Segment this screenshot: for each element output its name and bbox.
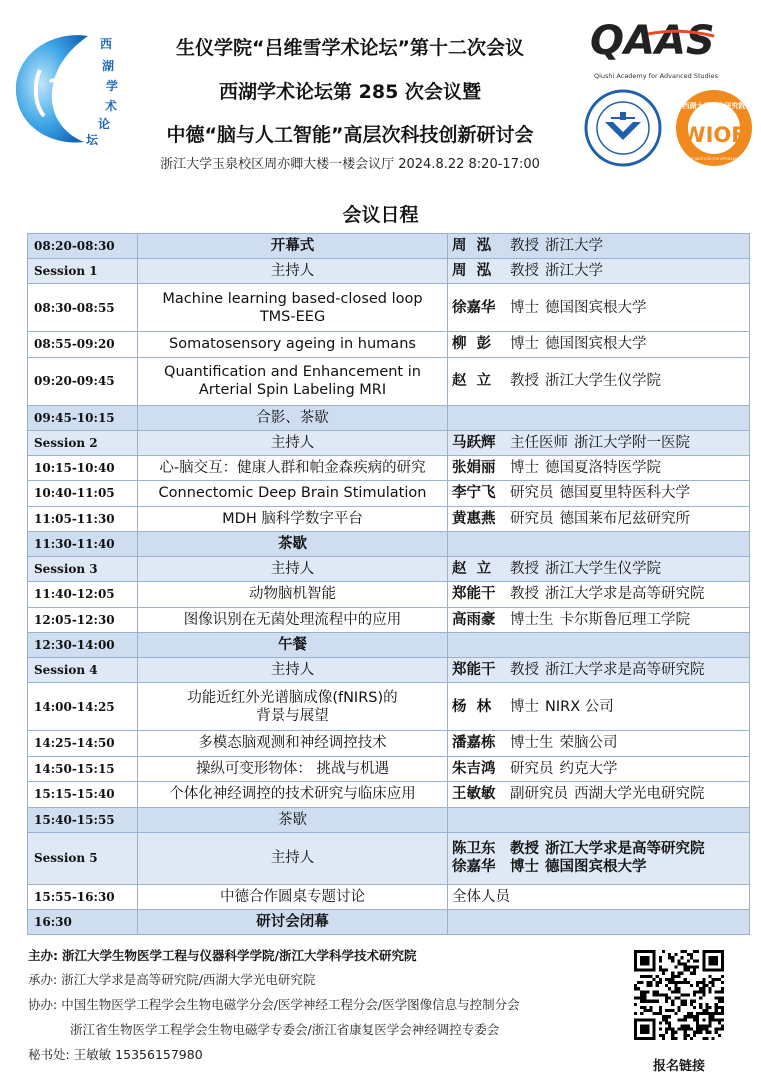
speaker-org: 德国图宾根大学 <box>545 299 647 316</box>
schedule-row <box>28 557 750 582</box>
topic-line: MDH 脑科学数字平台 <box>222 510 363 527</box>
topic-line: 中德合作圆桌专题讨论 <box>220 888 365 905</box>
row-topic <box>138 284 448 332</box>
logo-char-4: 术 <box>105 99 118 113</box>
row-time: 08:55-09:20 <box>28 332 138 358</box>
speaker-title: 博士 <box>510 459 539 476</box>
speaker-line <box>452 734 749 752</box>
topic-line: 图像识别在无菌处理流程中的应用 <box>183 611 402 628</box>
speaker-title: 博士 <box>510 336 539 353</box>
west-lake-forum-logo <box>10 30 122 150</box>
speaker-org: 德国图宾根大学 <box>545 859 647 875</box>
schedule-row <box>28 582 750 608</box>
speaker-name: 赵 立 <box>452 561 492 577</box>
speaker-line <box>452 698 749 716</box>
speaker-title: 教授 <box>510 263 539 279</box>
speaker-title: 副研究员 <box>510 786 568 803</box>
topic-line: 茶歇 <box>278 811 307 828</box>
row-time: Session 3 <box>28 557 138 582</box>
schedule-row <box>28 633 750 658</box>
row-speaker <box>448 884 750 910</box>
speaker-name: 张娟丽 <box>452 459 496 476</box>
speaker-org: 德国莱布尼兹研究所 <box>559 510 690 527</box>
speaker-name: 周 泓 <box>452 263 492 279</box>
logo-char-3: 学 <box>106 79 119 93</box>
topic-line: 主持人 <box>270 434 315 451</box>
row-topic <box>138 731 448 757</box>
speaker-name: 陈卫东 <box>452 841 496 857</box>
speaker-title: 博士 <box>510 299 539 316</box>
topic-line: 主持人 <box>270 561 315 577</box>
speaker-org: 浙江大学求是高等研究院 <box>545 841 705 857</box>
schedule-row <box>28 884 750 910</box>
footer-host <box>28 946 417 964</box>
row-time: Session 4 <box>28 658 138 683</box>
row-time: 14:50-15:15 <box>28 756 138 782</box>
speaker-line <box>452 785 749 803</box>
row-time: 12:05-12:30 <box>28 607 138 633</box>
speaker-line <box>452 459 749 477</box>
topic-line: 研讨会闭幕 <box>256 914 329 930</box>
topic-line: 心-脑交互：健康人群和帕金森疾病的研究 <box>159 459 426 476</box>
topic-line: 开幕式 <box>270 238 315 254</box>
row-time: 14:25-14:50 <box>28 731 138 757</box>
row-topic <box>138 357 448 405</box>
title-line-3: 中德“脑与人工智能”高层次科技创新研讨会 <box>166 124 534 146</box>
speaker-line <box>452 237 749 255</box>
speaker-name: 高雨豪 <box>452 611 496 628</box>
speaker-title: 教授 <box>510 662 539 678</box>
row-topic <box>138 405 448 430</box>
secretary-label: 秘书处: <box>28 1047 70 1062</box>
footer-secretary <box>28 1045 203 1063</box>
speaker-name: 马跃辉 <box>452 434 496 451</box>
schedule-row <box>28 332 750 358</box>
row-speaker <box>448 481 750 507</box>
topic-line: TMS-EEG <box>259 308 326 325</box>
speaker-title: 研究员 <box>510 510 554 527</box>
speaker-org: 德国夏里特医科大学 <box>559 485 690 502</box>
speaker-line <box>452 299 749 317</box>
row-time: 10:40-11:05 <box>28 481 138 507</box>
qaas-logo-mark <box>588 12 718 68</box>
row-speaker <box>448 405 750 430</box>
speaker-name: 徐嘉华 <box>452 299 496 316</box>
row-speaker <box>448 259 750 284</box>
speaker-name: 黄惠燕 <box>452 510 496 527</box>
organizer-text: 浙江大学求是高等研究院/西湖大学光电研究院 <box>61 972 316 987</box>
topic-line: 背景与展望 <box>256 707 329 724</box>
speaker-line <box>452 585 749 603</box>
speaker-name: 郑能干 <box>452 586 496 603</box>
row-speaker <box>448 756 750 782</box>
logo-char-1: 西 <box>100 37 113 51</box>
row-speaker <box>448 455 750 481</box>
topic-line: 多模态脑观测和神经调控技术 <box>198 735 387 752</box>
co-text-2: 浙江省生物医学工程学会生物电磁学专委会/浙江省康复医学会神经调控专委会 <box>70 1022 500 1037</box>
logo-char-6: 坛 <box>86 133 99 147</box>
row-speaker <box>448 731 750 757</box>
speaker-name: 王敏敏 <box>452 786 496 803</box>
topic-line: 合影、茶歇 <box>256 409 329 426</box>
row-topic <box>138 884 448 910</box>
speaker-line <box>452 858 749 876</box>
schedule-row <box>28 430 750 455</box>
wioe-wordmark: WIOE <box>682 123 746 147</box>
row-topic <box>138 430 448 455</box>
speaker-title: 研究员 <box>510 760 554 777</box>
speaker-line <box>452 840 749 858</box>
schedule-row <box>28 357 750 405</box>
row-topic <box>138 683 448 731</box>
row-speaker <box>448 506 750 532</box>
speaker-title: 教授 <box>510 586 539 603</box>
venue-datetime: 浙江大学玉泉校区周亦卿大楼一楼会议厅 2024.8.22 8:20-17:00 <box>160 157 540 172</box>
speaker-line <box>452 760 749 778</box>
footer-co-organizer <box>28 995 520 1013</box>
topic-line: 主持人 <box>270 263 315 279</box>
speaker-org: 德国夏洛特医学院 <box>545 459 661 476</box>
speaker-org: 西湖大学光电研究院 <box>574 786 705 803</box>
topic-line: 茶歇 <box>278 536 307 552</box>
row-speaker <box>448 683 750 731</box>
institute-seal-logo <box>583 88 663 168</box>
topic-line: Connectomic Deep Brain Stimulation <box>158 485 427 502</box>
speaker-name: 赵 立 <box>452 373 492 389</box>
schedule-row <box>28 756 750 782</box>
wioe-logo-mark <box>672 88 756 172</box>
row-time: 12:30-14:00 <box>28 633 138 658</box>
speaker-line <box>452 510 749 528</box>
schedule-row <box>28 506 750 532</box>
qaas-wordmark: QAAS <box>590 18 715 64</box>
speaker-title: 博士 <box>510 859 539 875</box>
row-topic <box>138 259 448 284</box>
schedule-row <box>28 832 750 884</box>
speaker-title: 教授 <box>510 373 539 389</box>
title-line-1: 生仪学院“吕维雪学术论坛”第十二次会议 <box>176 37 524 59</box>
row-speaker <box>448 557 750 582</box>
row-speaker <box>448 532 750 557</box>
row-time: 11:40-12:05 <box>28 582 138 608</box>
row-time: 09:20-09:45 <box>28 357 138 405</box>
speaker-name: 朱吉鸿 <box>452 760 496 777</box>
speaker-org: 浙江大学求是高等研究院 <box>545 662 705 678</box>
schedule-row <box>28 658 750 683</box>
schedule-row <box>28 455 750 481</box>
schedule-row <box>28 683 750 731</box>
speaker-name: 郑能干 <box>452 662 496 678</box>
schedule-row <box>28 532 750 557</box>
topic-line: Quantification and Enhancement in <box>164 364 421 380</box>
speaker-name: 周 泓 <box>452 238 492 254</box>
row-speaker <box>448 607 750 633</box>
row-time: 14:00-14:25 <box>28 683 138 731</box>
logo-char-5: 论 <box>98 117 111 131</box>
row-time: 15:55-16:30 <box>28 884 138 910</box>
row-time: 09:45-10:15 <box>28 405 138 430</box>
speaker-org: 卡尔斯鲁厄理工学院 <box>559 611 690 628</box>
speaker-title: 博士生 <box>510 735 554 752</box>
speaker-line <box>452 661 749 679</box>
row-speaker <box>448 807 750 832</box>
footer-organizer <box>28 970 315 988</box>
speaker-line <box>452 484 749 502</box>
topic-line: 主持人 <box>270 662 315 678</box>
speaker-name: 潘嘉栋 <box>452 735 496 752</box>
footer-co-organizer-2 <box>70 1020 499 1038</box>
speaker-name: 徐嘉华 <box>452 859 496 875</box>
schedule-row <box>28 782 750 808</box>
topic-line: 个体化神经调控的技术研究与临床应用 <box>169 786 416 803</box>
row-speaker <box>448 658 750 683</box>
speaker-org: 浙江大学生仪学院 <box>545 373 661 389</box>
row-topic <box>138 832 448 884</box>
row-speaker <box>448 430 750 455</box>
row-topic <box>138 506 448 532</box>
speaker-name: 柳 彭 <box>452 336 492 353</box>
title-line-2: 西湖学术论坛第 285 次会议暨 <box>219 81 481 103</box>
wioe-logo <box>672 88 756 172</box>
row-speaker <box>448 332 750 358</box>
speaker-line <box>452 888 749 906</box>
organizer-label: 承办: <box>28 972 58 987</box>
speaker-org: 德国图宾根大学 <box>545 336 647 353</box>
row-time: 11:30-11:40 <box>28 532 138 557</box>
row-speaker <box>448 832 750 884</box>
schedule-row <box>28 807 750 832</box>
row-time: 08:20-08:30 <box>28 234 138 259</box>
registration-qr-code[interactable] <box>634 950 724 1040</box>
wioe-sub-text: WESTLAKE INSTITUTE FOR OPTOELECTRONICS <box>676 157 752 161</box>
row-speaker <box>448 234 750 259</box>
secretary-text: 王敏敏 15356157980 <box>73 1047 203 1062</box>
agenda-title: 会议日程 <box>342 204 419 226</box>
speaker-org: NIRX 公司 <box>545 698 614 715</box>
speaker-org: 约克大学 <box>559 760 618 777</box>
row-topic <box>138 532 448 557</box>
row-topic <box>138 455 448 481</box>
topic-line: 动物脑机智能 <box>249 586 336 603</box>
speaker-name: 杨 林 <box>452 698 492 715</box>
speaker-title: 教授 <box>510 561 539 577</box>
row-time: 15:40-15:55 <box>28 807 138 832</box>
speaker-line <box>452 611 749 629</box>
speaker-line <box>452 434 749 452</box>
topic-line: 功能近红外光谱脑成像(fNIRS)的 <box>187 689 398 706</box>
speaker-org: 浙江大学求是高等研究院 <box>545 586 705 603</box>
row-speaker <box>448 284 750 332</box>
row-speaker <box>448 357 750 405</box>
schedule-row <box>28 731 750 757</box>
host-text: 浙江大学生物医学工程与仪器科学学院/浙江大学科学技术研究院 <box>61 948 417 963</box>
row-topic <box>138 481 448 507</box>
schedule-row <box>28 259 750 284</box>
row-topic <box>138 910 448 935</box>
speaker-org: 浙江大学 <box>545 263 603 279</box>
wioe-top-text: 西湖大学光电研究院 <box>682 102 746 110</box>
row-topic <box>138 782 448 808</box>
row-topic <box>138 582 448 608</box>
topic-line: Machine learning based-closed loop <box>162 290 423 307</box>
speaker-org: 浙江大学附一医院 <box>574 434 690 451</box>
row-topic <box>138 633 448 658</box>
co-text-1: 中国生物医学工程学会生物电磁学分会/医学神经工程分会/医学图像信息与控制分会 <box>61 997 520 1012</box>
topic-line: 主持人 <box>270 850 315 866</box>
qaas-logo <box>588 12 718 80</box>
speaker-org: 浙江大学生仪学院 <box>545 561 661 577</box>
row-speaker <box>448 582 750 608</box>
topic-line: Somatosensory ageing in humans <box>169 336 416 353</box>
speaker-line <box>452 372 749 390</box>
row-time: 16:30 <box>28 910 138 935</box>
topic-line: 午餐 <box>278 637 307 653</box>
speaker-title: 博士 <box>510 698 539 715</box>
row-time: 08:30-08:55 <box>28 284 138 332</box>
row-time: Session 2 <box>28 430 138 455</box>
speaker-title: 教授 <box>510 841 539 857</box>
host-label: 主办: <box>28 948 58 963</box>
speaker-org: 全体人员 <box>452 888 510 905</box>
row-speaker <box>448 633 750 658</box>
row-time: 15:15-15:40 <box>28 782 138 808</box>
speaker-line <box>452 262 749 280</box>
speaker-title: 博士生 <box>510 611 554 628</box>
logo-char-2: 湖 <box>102 59 115 73</box>
schedule-row <box>28 284 750 332</box>
schedule-row <box>28 607 750 633</box>
schedule-row <box>28 910 750 935</box>
schedule-row <box>28 405 750 430</box>
speaker-title: 主任医师 <box>510 434 568 451</box>
row-topic <box>138 332 448 358</box>
row-time: 10:15-10:40 <box>28 455 138 481</box>
row-topic <box>138 756 448 782</box>
speaker-title: 研究员 <box>510 485 554 502</box>
schedule-row <box>28 481 750 507</box>
speaker-title: 教授 <box>510 238 539 254</box>
row-time: 11:05-11:30 <box>28 506 138 532</box>
qr-label: 报名链接 <box>652 1059 705 1074</box>
row-topic <box>138 557 448 582</box>
speaker-line <box>452 560 749 578</box>
row-speaker <box>448 782 750 808</box>
row-time: Session 5 <box>28 832 138 884</box>
row-topic <box>138 234 448 259</box>
row-topic <box>138 607 448 633</box>
qaas-subtitle: Qiushi Academy for Advanced Studies <box>594 72 718 80</box>
schedule-table <box>27 233 750 935</box>
row-topic <box>138 807 448 832</box>
co-label: 协办: <box>28 997 58 1012</box>
speaker-org: 荣脑公司 <box>559 735 618 752</box>
row-topic <box>138 658 448 683</box>
schedule-row <box>28 234 750 259</box>
speaker-org: 浙江大学 <box>545 238 603 254</box>
topic-line: Arterial Spin Labeling MRI <box>198 382 387 398</box>
row-speaker <box>448 910 750 935</box>
row-time: Session 1 <box>28 259 138 284</box>
speaker-name: 李宁飞 <box>452 485 496 502</box>
topic-line: 操纵可变形物体： 挑战与机遇 <box>195 760 390 777</box>
speaker-line <box>452 335 749 353</box>
